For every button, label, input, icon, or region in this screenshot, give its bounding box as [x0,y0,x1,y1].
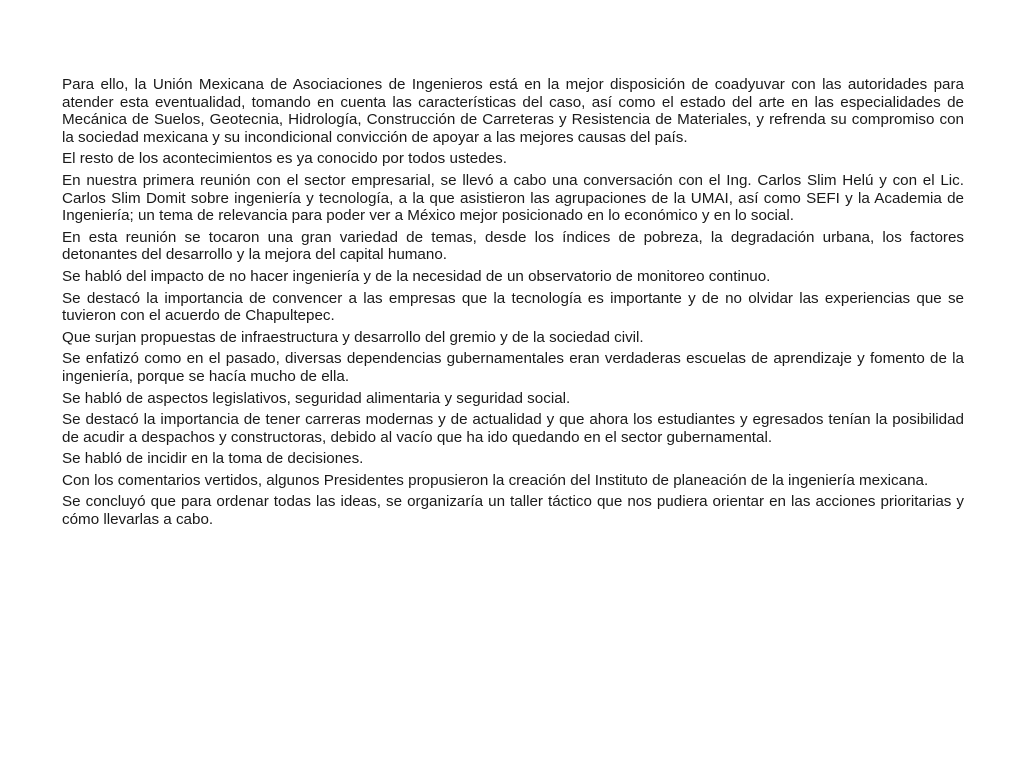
paragraph-7: Que surjan propuestas de infraestructura y desarrollo del gremio y de la sociedad civil. [62,328,644,346]
paragraph-1: Para ello, la Unión Mexicana de Asociaciones de Ingenieros está en la mejor disposición de coadyuvar con las autoridades para atender esta eventualidad, tomando en cuenta las características del caso, así como el estado del arte en las especialidades de Mecánica de Suelos, Geotecnia, Hidrología, Construcción de Carreteras y Resistencia de Materiales, y refrenda su compromiso con la sociedad mexicana y su incondicional convicción de apoyar a las mejores causas del país. [62,76,964,146]
paragraph-3: En nuestra primera reunión con el sector empresarial, se llevó a cabo una conversación con el Ing. Carlos Slim Helú y con el Lic. Carlos Slim Domit sobre ingeniería y tecnología, a la que asistieron las agrupaciones de la UMAI, así como SEFI y la Academia de Ingeniería; un tema de relevancia para poder ver a México mejor posicionado en lo económico y en lo social. [62,171,964,225]
paragraph-8: Se enfatizó como en el pasado, diversas dependencias gubernamentales eran verdaderas escuelas de aprendizaje y fomento de la ingeniería, porque se hacía mucho de ella. [62,350,964,385]
paragraph-13: Se concluyó que para ordenar todas las ideas, se organizaría un taller táctico que nos pudiera orientar en las acciones prioritarias y cómo llevarlas a cabo. [62,493,964,529]
paragraph-10: Se destacó la importancia de tener carreras modernas y de actualidad y que ahora los estudiantes y egresados tenían la posibilidad de acudir a despachos y constructoras, debido al vacío que ha ido quedando en el sector gubernamental. [62,411,964,446]
text-body [62,76,964,533]
paragraph-6: Se destacó la importancia de convencer a las empresas que la tecnología es importante y de no olvidar las experiencias que se tuvieron con el acuerdo de Chapultepec. [62,289,964,325]
paragraph-5: Se habló del impacto de no hacer ingeniería y de la necesidad de un observatorio de monitoreo continuo. [62,267,771,285]
paragraph-2: El resto de los acontecimientos es ya conocido por todos ustedes. [62,150,507,168]
paragraph-4: En esta reunión se tocaron una gran variedad de temas, desde los índices de pobreza, la degradación urbana, los factores detonantes del desarrollo y la mejora del capital humano. [62,228,964,264]
paragraph-11: Se habló de incidir en la toma de decisiones. [62,450,364,468]
paragraph-12: Con los comentarios vertidos, algunos Presidentes propusieron la creación del Instituto de planeación de la ingeniería mexicana. [62,471,929,489]
paragraph-9: Se habló de aspectos legislativos, seguridad alimentaria y seguridad social. [62,389,571,407]
